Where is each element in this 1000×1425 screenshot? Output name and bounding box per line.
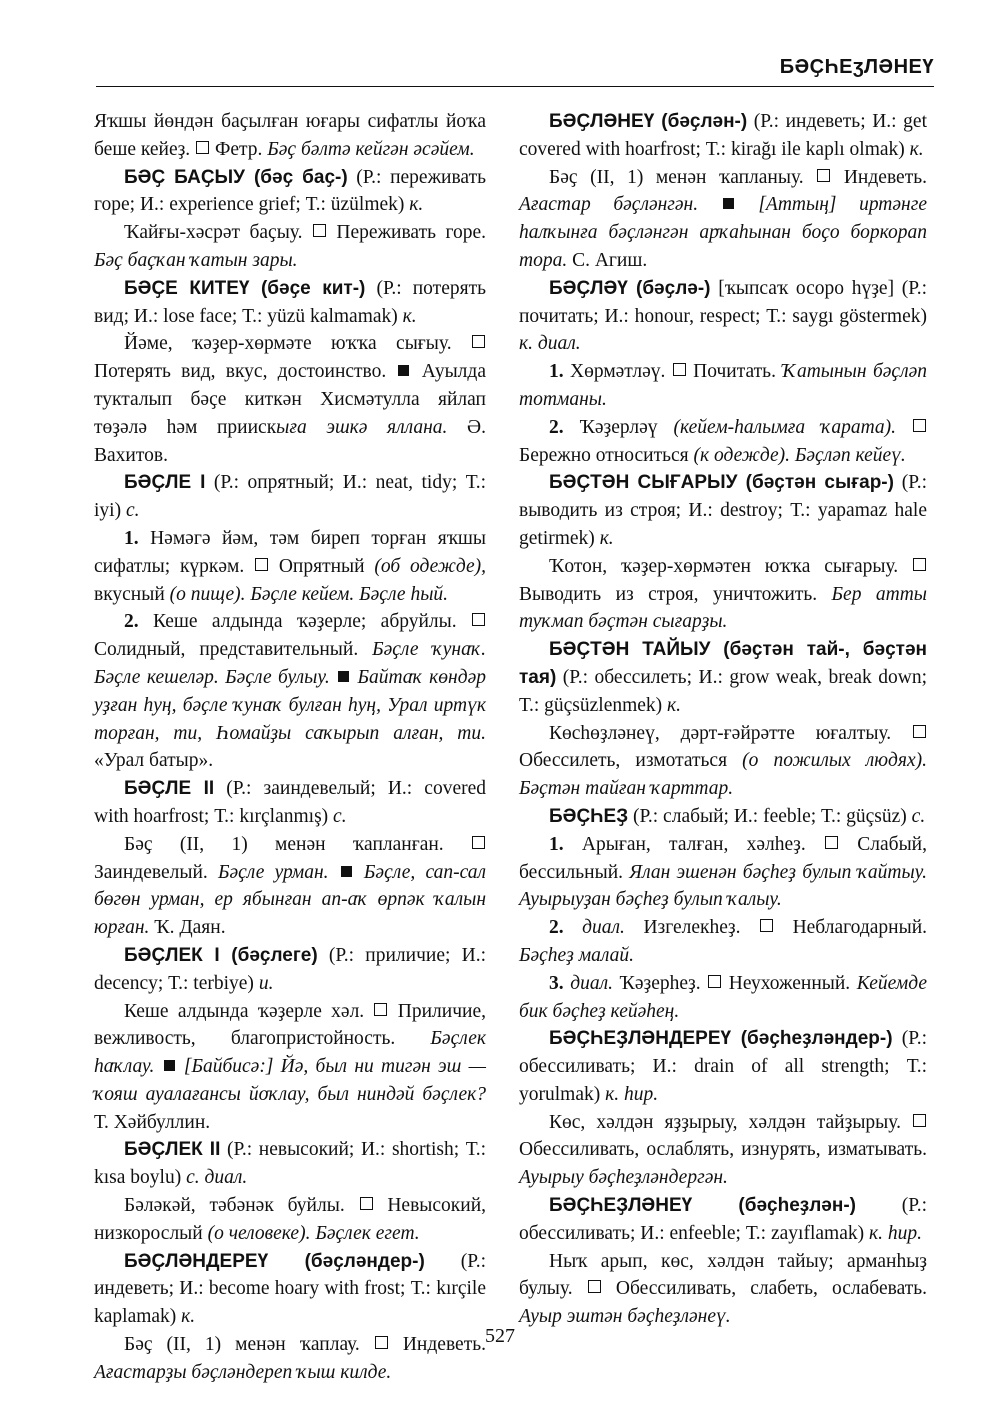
example-text: Бәҫһеҙ малай. — [519, 944, 635, 966]
definition-text: (Р.: опрятный; И.: neat, tidy; Т.: iyi) — [94, 472, 486, 522]
dictionary-paragraph — [94, 942, 486, 998]
dictionary-paragraph — [519, 831, 927, 914]
dictionary-paragraph — [94, 469, 486, 525]
definition-text: Йәме, ҡәҙер-хөрмәте юҡҡа сығыу. — [124, 333, 471, 355]
dictionary-paragraph — [519, 720, 927, 803]
definition-text: «Урал батыр». — [94, 750, 214, 772]
definition-text: Кеше алдында ҡәҙерле; абруйлы. — [138, 611, 471, 633]
filled-square-icon — [164, 1060, 175, 1071]
definition-text: Неухоженный. — [722, 972, 857, 994]
dictionary-paragraph — [519, 636, 927, 719]
example-text: с. — [911, 805, 926, 827]
definition-text: Бәҫ (II, 1) менән ҡаплау. — [124, 1334, 374, 1356]
example-text: Бәҫле урман. — [217, 861, 339, 883]
example-text: к. һир. — [605, 1083, 659, 1105]
definition-text: Көсһөҙләнеү, дәрт-ғәйрәтте юғалтыу. — [549, 722, 912, 744]
definition-text: Изгелекһеҙ. — [624, 917, 760, 939]
sense-number: 2. — [124, 611, 139, 633]
headword: БӘҪҺЕҘЛӘНДЕРЕҮ (бәҫһеҙләндер-) — [549, 1028, 893, 1050]
example-text: к. диал. — [519, 333, 581, 355]
header-rule — [96, 86, 934, 87]
dictionary-paragraph — [94, 608, 486, 775]
example-text: Бәҫ бәлтә кейгән әсәйем. — [267, 138, 475, 160]
definition-text: Ауылда тукталып бәҫе киткән Хисмәтулла яйлап төҙәлә һәм прииск — [94, 361, 486, 438]
dictionary-paragraph — [94, 219, 486, 275]
definition-text: Бәҫ (II, 1) менән ҡапланыу. — [549, 166, 817, 188]
example-text: Ҡатынын бәҫләп тотманы. — [519, 361, 927, 410]
dictionary-paragraph — [519, 1025, 927, 1108]
dictionary-paragraph — [94, 108, 486, 164]
headword: БӘҪЛЕ I — [124, 472, 206, 494]
dictionary-paragraph — [94, 525, 486, 608]
dictionary-paragraph — [94, 330, 486, 469]
definition-text: (Р.: обессиливать; И.: drain of all strength; Т.: yorulmak) — [519, 1028, 927, 1105]
headword: БӘҪ БАҪЫУ (бәҫ баҫ-) — [124, 166, 348, 188]
empty-square-icon — [255, 558, 268, 571]
definition-text: Ҡәҙерһеҙ. — [612, 972, 708, 994]
dictionary-paragraph — [519, 1248, 927, 1331]
page-number: 527 — [485, 1325, 515, 1347]
headword: БӘҪЛӘНДЕРЕҮ (бәҫләндер-) — [124, 1250, 425, 1272]
definition-text — [564, 917, 583, 938]
definition-text: [ҡыпсаҡ осоро һүҙе] (Р.: почитать; И.: honour, respect; Т.: saygı göstermek) — [519, 277, 927, 327]
definition-text: Ә. Вахитов. — [94, 416, 486, 466]
example-text: к. — [181, 1306, 196, 1328]
dictionary-paragraph — [519, 803, 927, 831]
example-text: к. — [667, 694, 682, 716]
sense-number: 1. — [549, 361, 564, 383]
definition-text: (Р.: приличие; И.: decency; Т.: terbiye) — [94, 944, 486, 994]
sense-number: 3. — [549, 972, 564, 994]
example-text: Бәҫлек һаҡлау. — [94, 1028, 486, 1078]
headword: БӘҪЛЕ II — [124, 778, 215, 800]
definition-text: Обессиливать, слабеть, ослабевать. — [601, 1278, 928, 1300]
dictionary-paragraph — [519, 275, 927, 358]
example-text: к. һир. — [868, 1222, 922, 1244]
dictionary-paragraph — [519, 108, 927, 164]
empty-square-icon — [913, 558, 926, 571]
definition-text: Ҡотон, ҡәҙер-хөрмәтен юҡҡа сығарыу. — [549, 555, 912, 577]
dictionary-paragraph — [94, 164, 486, 220]
headword: БӘҪЕ КИТЕҮ (бәҫе кит-) — [124, 277, 366, 299]
example-text: и. — [258, 972, 274, 994]
headword: БӘҪТӘН СЫҒАРЫУ (бәҫтән сығар-) — [549, 472, 894, 494]
dictionary-paragraph — [519, 358, 927, 414]
definition-text: Яҡшы йөндән баҫылған юғары сифатлы йоҡа беше кейеҙ. — [94, 111, 486, 160]
definition-text: (Р.: заиндевелый; И.: covered with hoarfrost; Т.: kırçlanmış) — [94, 778, 486, 827]
empty-square-icon — [374, 1003, 387, 1016]
definition-text: Выводить из строя, уничтожить. — [519, 583, 832, 605]
definition-text: вкусный — [94, 583, 170, 605]
empty-square-icon — [588, 1280, 601, 1293]
example-text: (о человеке). Бәҫлек егет. — [207, 1222, 420, 1244]
definition-text: Слабый, бессильный. — [519, 833, 927, 883]
empty-square-icon — [817, 169, 830, 182]
filled-square-icon — [338, 671, 349, 682]
definition-text: Ҡайғы-хәсрәт баҫыу. — [124, 222, 312, 244]
definition-text: Приличие, вежливость, благопристойность. — [94, 1000, 486, 1050]
definition-text: Кеше алдында ҡәҙерле хәл. — [124, 1000, 374, 1022]
dictionary-paragraph — [519, 914, 927, 970]
empty-square-icon — [708, 975, 721, 988]
definition-text: Потерять вид, вкус, достоинство. — [94, 361, 397, 383]
definition-text: Невысокий, низкорослый — [94, 1195, 486, 1244]
sense-number: 1. — [124, 527, 139, 549]
definition-text: Опрятный — [269, 555, 375, 577]
example-text: ыға эшкә яллана. — [276, 416, 448, 438]
running-header — [96, 56, 934, 86]
dictionary-paragraph — [94, 1136, 486, 1192]
empty-square-icon — [196, 141, 209, 154]
definition-text: (Р.: индеветь; И.: become hoary with frost; Т.: kırçile kaplamak) — [94, 1250, 486, 1328]
example-text: Бәҫ баҫҡан ҡатын зары. — [94, 249, 298, 271]
example-text: Кейемде бик бәҫһеҙ кейәһең. — [519, 972, 927, 1022]
definition-text: Заиндевелый. — [94, 861, 218, 883]
empty-square-icon — [360, 1197, 373, 1210]
dictionary-paragraph — [519, 970, 927, 1026]
definition-text: Бәҫ (II, 1) менән ҡапланған. — [124, 833, 471, 855]
definition-text: (Р.: обессилеть; И.: grow weak, break down; Т.: güçsüzlenmek) — [519, 666, 927, 716]
empty-square-icon — [472, 836, 485, 849]
example-text: с. диал. — [186, 1167, 248, 1189]
definition-text: Т. Хәйбуллин. — [94, 1111, 211, 1133]
definition-text: (Р.: обессиливать; И.: enfeeble; Т.: zayıflamak) — [519, 1195, 927, 1244]
definition-text: Обессилеть, измотаться — [519, 750, 743, 772]
definition-text: Переживать горе. — [326, 222, 487, 244]
definition-text: Почитать. — [686, 361, 783, 383]
definition-text: Бәләкәй, тәбәнәк буйлы. — [124, 1195, 359, 1217]
definition-text: (Р.: невысокий; И.: shortish; Т.: kısa boylu) — [94, 1139, 486, 1189]
definition-text — [896, 417, 912, 438]
example-text: диал. — [582, 917, 625, 939]
example-text: Ялан эшенән бәҫһеҙ булып ҡайтыу. Ауырыуҙан бәҫһеҙ булып ҡалыу. — [519, 861, 927, 911]
definition-text: Ҡәҙерләү — [563, 416, 674, 438]
example-text: Ауыр эштән бәҫһеҙләнеү. — [519, 1306, 731, 1328]
dictionary-paragraph — [94, 775, 486, 831]
definition-text: Нәмәгә йәм, тәм биреп торған яҡшы сифатлы; күркәм. — [94, 527, 486, 577]
empty-square-icon — [760, 919, 773, 932]
definition-text: (Р.: индеветь; И.: get covered with hoarfrost; Т.: kirağı ile kaplı olmak) — [519, 111, 927, 160]
definition-text: Көс, хәлдән яҙҙырыу, хәлдән тайҙырыу. — [549, 1111, 912, 1133]
sense-number: 2. — [549, 416, 564, 438]
definition-text: С. Агиш. — [567, 249, 648, 271]
example-text: к. — [402, 305, 417, 327]
example-text: с. — [333, 805, 347, 827]
headword: БӘҪҺЕҘ — [549, 805, 629, 827]
example-text: [Байбисә:] Йә, был ни тигән эш — ҡояш ауалағансы йоҡлау, был ниндәй бәҫлек? — [94, 1056, 486, 1105]
example-text: Ауырыу бәҫһеҙләндергән. — [519, 1167, 728, 1189]
example-text: (о пище). Бәҫле кейем. Бәҫле һый. — [169, 583, 449, 605]
example-text: (об одежде), — [374, 555, 487, 577]
example-text: [Аттың] иртәнге һалҡынға бәҫләнгән арҡаһынан боҫо боркорап тора. — [519, 194, 927, 271]
dictionary-paragraph — [519, 164, 927, 275]
example-text: Ағастар бәҫләнгән. — [519, 194, 721, 216]
definition-text: Индеветь. — [831, 166, 927, 188]
sense-number: 2. — [549, 917, 564, 939]
headword: БӘҪТӘН ТАЙЫУ (бәҫтән тай-, бәҫтән тая) — [519, 639, 927, 688]
dictionary-paragraph — [94, 1192, 486, 1248]
definition-text: (Р.: выводить из строя; И.: destroy; Т.: yapamaz hale getirmek) — [519, 472, 927, 549]
example-text: (о пожилых людях). Бәҫтән тайған ҡарттар. — [519, 750, 928, 800]
empty-square-icon — [673, 363, 686, 376]
example-text: Бер атты туҡмап бәҫтән сығарҙы. — [519, 583, 928, 633]
definition-text: Арыған, талған, хәлһеҙ. — [563, 833, 824, 855]
definition-text: Индеветь. — [388, 1334, 486, 1356]
sense-number: 1. — [549, 833, 564, 855]
empty-square-icon — [472, 613, 485, 626]
example-text: к. — [909, 138, 924, 160]
dictionary-paragraph — [519, 1192, 927, 1248]
empty-square-icon — [313, 224, 326, 237]
headword: БӘҪЛӘНЕҮ (бәҫлән-) — [549, 111, 748, 132]
definition-text: Обессиливать, ослаблять, изнурять, изматывать. — [519, 1139, 927, 1161]
example-text: с. — [125, 500, 140, 522]
right-column — [519, 108, 927, 1331]
example-text: Бәҫле, сап-сал бөгөн урман, ер ябынған ап-аҡ өрпәк ҡалын юрған. — [94, 861, 486, 939]
definition-text: Хөрмәтләү. — [563, 361, 672, 383]
headword: БӘҪЛӘҮ (бәҫлә-) — [549, 277, 711, 299]
empty-square-icon — [913, 419, 926, 432]
definition-text: Солидный, представительный. — [94, 639, 373, 661]
definition-text: Ҡ. Даян. — [149, 917, 226, 939]
example-text: диал. — [570, 972, 613, 994]
dictionary-paragraph — [94, 998, 486, 1137]
dictionary-paragraph — [94, 1248, 486, 1331]
filled-square-icon — [723, 198, 734, 209]
empty-square-icon — [825, 836, 838, 849]
filled-square-icon — [341, 866, 352, 877]
filled-square-icon — [398, 365, 409, 376]
headword: БӘҪЛЕК I (бәҫлеге) — [124, 944, 318, 966]
definition-text: Бережно относиться — [519, 444, 694, 466]
definition-text: (Р.: переживать горе; И.: experience grief; Т.: üzülmek) — [94, 166, 486, 216]
empty-square-icon — [913, 725, 926, 738]
definition-text: Фетр. — [210, 138, 268, 160]
definition-text: (Р.: потерять вид; И.: lose face; Т.: yüzü kalmamak) — [94, 277, 486, 327]
empty-square-icon — [472, 335, 485, 348]
dictionary-paragraph — [94, 275, 486, 331]
dictionary-paragraph — [94, 831, 486, 942]
definition-text: (Р.: слабый; И.: feeble; Т.: güçsüz) — [628, 805, 912, 827]
empty-square-icon — [913, 1114, 926, 1127]
example-text: к. — [409, 194, 424, 216]
example-text: к. — [599, 527, 614, 549]
dictionary-paragraph — [519, 414, 927, 470]
left-column — [94, 108, 486, 1387]
example-text: Ағастарҙы бәҫләндереп ҡыш килде. — [94, 1361, 392, 1383]
definition-text: Ныҡ арып, көс, хәлдән тайыу; арманһыҙ булыу. — [519, 1250, 927, 1300]
dictionary-paragraph — [519, 469, 927, 552]
example-text: (к одежде). Бәҫләп кейеү. — [693, 444, 906, 466]
dictionary-paragraph — [519, 1109, 927, 1192]
dictionary-paragraph — [519, 553, 927, 636]
example-text: Байтаҡ көндәр уҙған һуң, бәҫле ҡунаҡ булған һуң, Урал иртүк торған, ти, Һомайҙы саҡырып алған, ти. — [94, 666, 486, 744]
definition-text: Неблагодарный. — [774, 917, 928, 939]
header-title: БӘҪҺЕӡЛӘНЕҮ — [779, 56, 934, 78]
headword: БӘҪЛЕК II — [124, 1139, 221, 1161]
example-text: (кейем-һалымға ҡарата). — [673, 416, 897, 438]
example-text: Бәҫле ҡунаҡ. Бәҫле кешеләр. Бәҫле булыу. — [94, 639, 486, 688]
headword: БӘҪҺЕҘЛӘНЕҮ (бәҫһеҙлән-) — [549, 1195, 856, 1217]
